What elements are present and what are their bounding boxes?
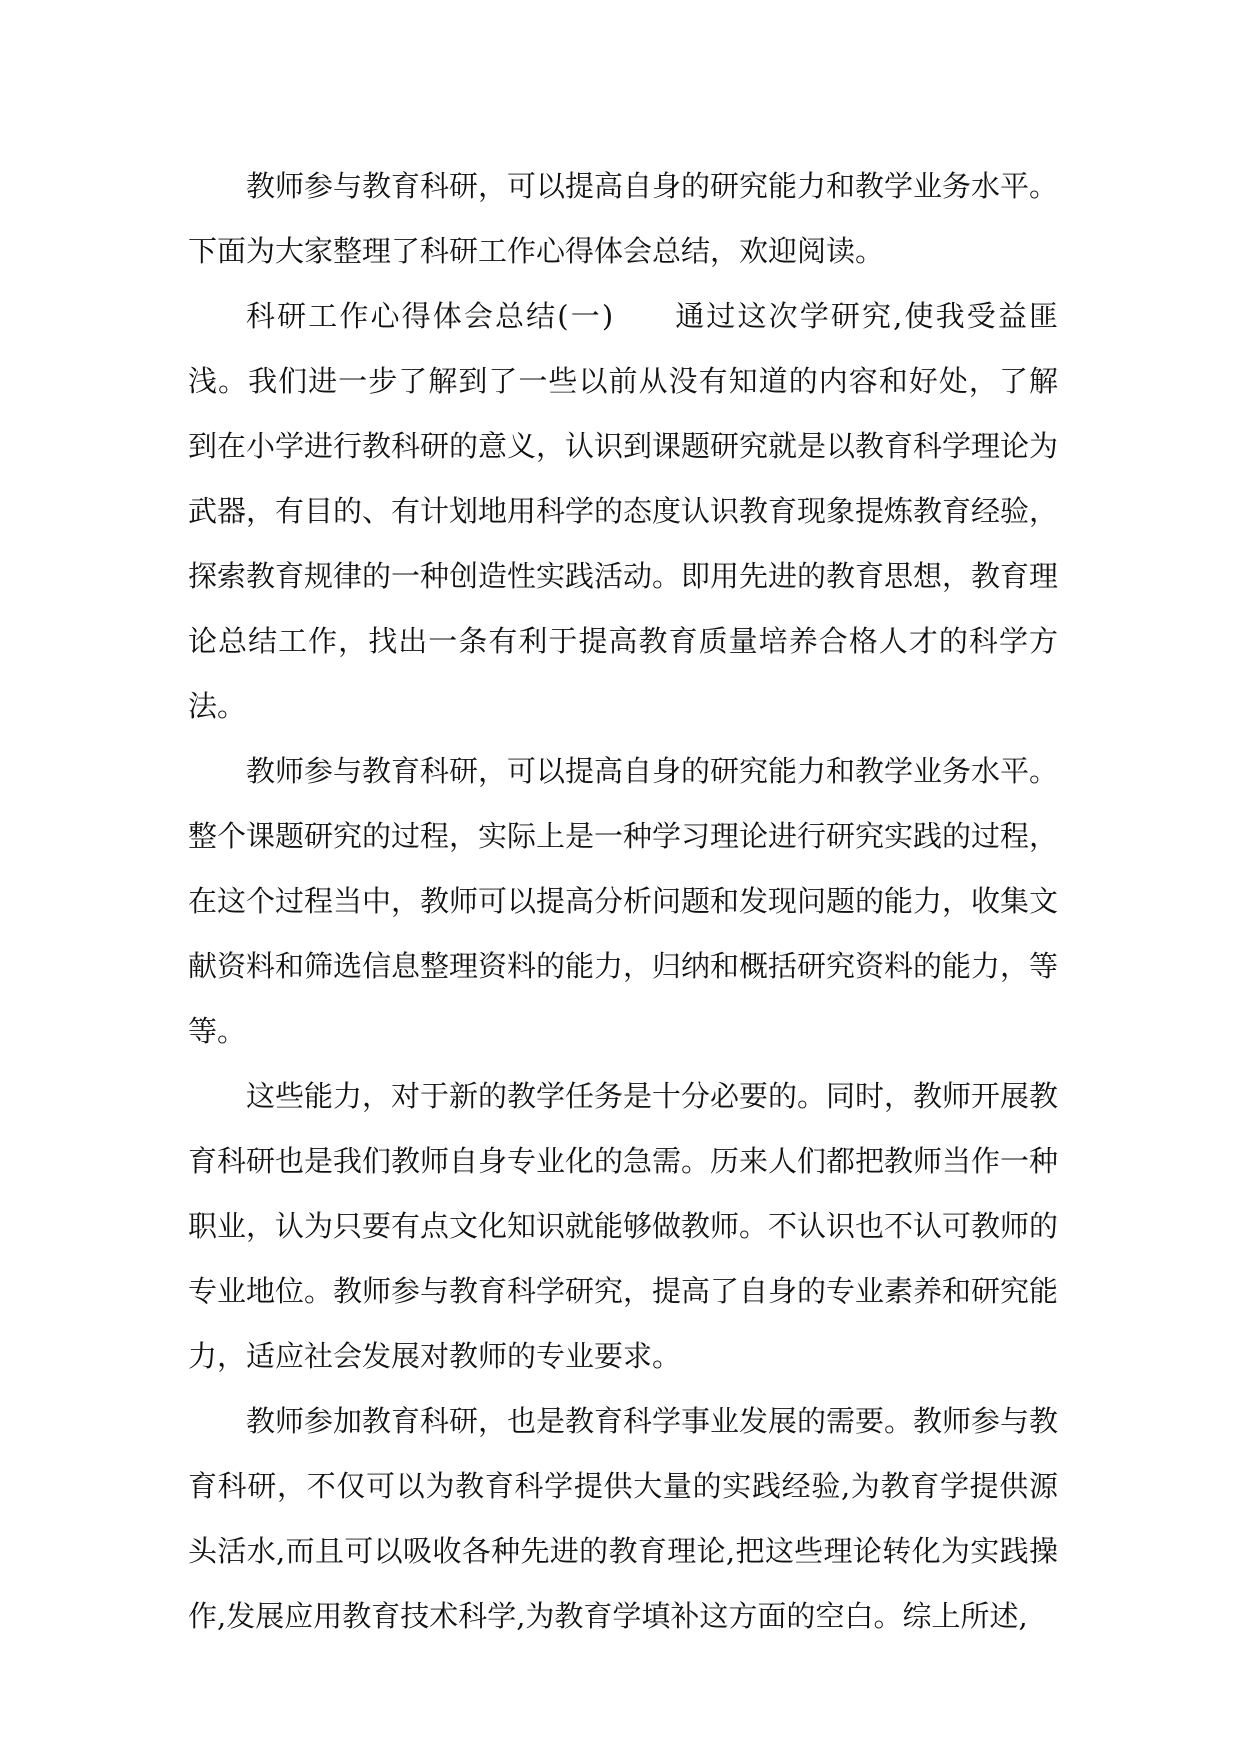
paragraph-intro: 教师参与教育科研，可以提高自身的研究能力和教学业务水平。下面为大家整理了科研工作心得体会总结，欢迎阅读。: [188, 169, 1059, 268]
paragraph-professionalization: 这些能力，对于新的教学任务是十分必要的。同时，教师开展教育科研也是我们教师自身专业化的急需。历来人们都把教师当作一种职业，认为只要有点文化知识就能够做教师。不认识也不认可教师的专业地位。教师参与教育科学研究，提高了自身的专业素养和研究能力，适应社会发展对教师的专业要求。: [188, 1079, 1059, 1373]
section-heading: 科研工作心得体会总结(一): [246, 299, 614, 333]
paragraph-development-need: 教师参加教育科研，也是教育科学事业发展的需要。教师参与教育科研，不仅可以为教育科学提供大量的实践经验,为教育学提供源头活水,而且可以吸收各种先进的教育理论,把这些理论转化为实践操作,发展应用教育技术科学,为教育学填补这方面的空白。综上所述,: [188, 1404, 1059, 1633]
paragraph-section-one: [188, 284, 1058, 739]
paragraph-research-ability: 教师参与教育科研，可以提高自身的研究能力和教学业务水平。整个课题研究的过程，实际上是一种学习理论进行研究实践的过程，在这个过程当中，教师可以提高分析问题和发现问题的能力，收集文献资料和筛选信息整理资料的能力，归纳和概括研究资料的能力，等等。: [188, 754, 1059, 1048]
section-body: 我们进一步了解到了一些以前从没有知道的内容和好处，了解到在小学进行教科研的意义，认识到课题研究就是以教育科学理论为武器，有目的、有计划地用科学的态度认识教育现象提炼教育经验，探索教育规律的一种创造性实践活动。即用先进的教育思想，教育理论总结工作，找出一条有利于提高教育质量培养合格人才的科学方法。: [188, 364, 1059, 723]
document-body: [188, 154, 1058, 1649]
section-lead: 通过这次学研究,使我受益匪浅。: [188, 299, 1058, 398]
